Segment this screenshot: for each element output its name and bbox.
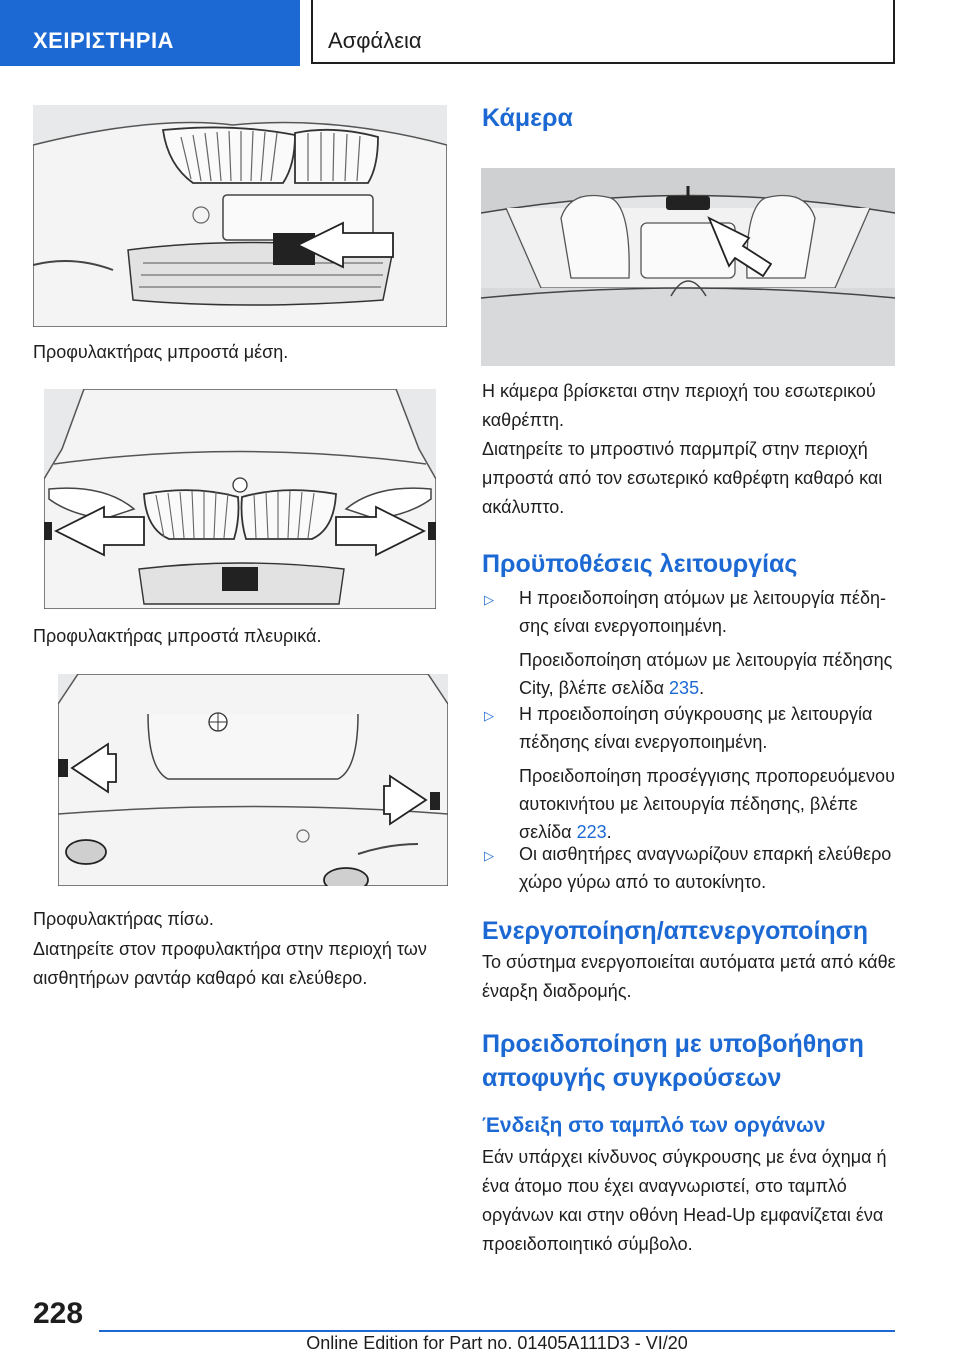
section-title: Ασφάλεια xyxy=(311,0,895,64)
camera-heading: Κάμερα xyxy=(482,104,573,132)
footer-divider xyxy=(99,1330,895,1332)
cross-reference-text: Προειδοποίηση ατόμων με λειτουργία πέδησης City, βλέπε σελίδα xyxy=(519,650,893,698)
prerequisite-item xyxy=(484,700,904,846)
collision-warning-heading-line1: Προειδοποίηση με υποβοήθηση xyxy=(482,1030,864,1058)
prerequisite-text: Οι αισθητήρες αναγνωρίζουν επαρκή ελεύθερο χώρο γύρω από το αυτοκίνητο. xyxy=(519,844,892,892)
caption-front-center: Προφυλακτήρας μπροστά μέση. xyxy=(33,342,289,362)
camera-location-text: Η κάμερα βρίσκεται στην περιοχή του εσωτερικού καθρέπτη. xyxy=(482,381,876,430)
front-bumper-center-image xyxy=(33,105,447,327)
interior-camera-image xyxy=(481,168,895,366)
camera-windshield-text: Διατηρείτε το μπροστινό παρμπρίζ στην περιοχή μπροστά από τον εσωτερικό καθρέφτη καθαρό και ακάλυπτο. xyxy=(482,439,883,517)
triangle-bullet-icon: ▷ xyxy=(484,848,494,863)
page-link-223[interactable]: 223 xyxy=(576,822,607,842)
front-bumper-side-image xyxy=(44,389,436,609)
prerequisites-heading: Προϋποθέσεις λειτουργίας xyxy=(482,550,798,578)
collision-warning-heading-line2: αποφυγής συγκρούσεων xyxy=(482,1064,782,1092)
rear-bumper-image xyxy=(58,674,448,886)
footer-edition: Online Edition for Part no. 01405A111D3 - VI/20 xyxy=(306,1333,688,1353)
instrument-cluster-heading: Ένδειξη στο ταμπλό των οργάνων xyxy=(482,1114,826,1137)
caption-front-side: Προφυλακτήρας μπροστά πλευρικά. xyxy=(33,626,322,646)
triangle-bullet-icon: ▷ xyxy=(484,592,494,607)
chapter-tab: ΧΕΙΡΙΣΤΗΡΙΑ xyxy=(0,0,300,66)
instrument-cluster-text: Εάν υπάρχει κίνδυνος σύγκρουσης με ένα όχημα ή ένα άτομο που έχει αναγνωριστεί, στο ταμπλό οργάνων και στην οθόνη Head-Up εμφανίζεται ένα προειδοποιητικό σύμβολο. xyxy=(482,1147,887,1254)
cross-reference-text: Προειδοποίηση προσέγγισης προπορευόμενου αυτοκινήτου με λειτουργία πέδησης, βλέπε σελίδα xyxy=(519,766,895,842)
page-link-235[interactable]: 235 xyxy=(669,678,700,698)
page-number: 228 xyxy=(33,1297,84,1330)
prerequisite-item xyxy=(484,584,904,702)
page-header xyxy=(0,0,960,66)
prerequisite-text: Η προειδοποίηση ατόμων με λειτουργία πέδησης είναι ενεργοποιημένη. xyxy=(519,588,886,636)
cross-reference: Προειδοποίηση προσέγγισης προπορευόμενου αυτοκινήτου με λειτουργία πέδησης, βλέπε σελίδα 223. xyxy=(519,766,895,842)
cross-reference: Προειδοποίηση ατόμων με λειτουργία πέδησης City, βλέπε σελίδα 235. xyxy=(519,650,893,698)
collision-warning-heading xyxy=(482,1027,864,1095)
activation-heading: Ενεργοποίηση/απενεργοποίηση xyxy=(482,917,869,945)
prerequisite-item xyxy=(484,840,904,896)
radar-sensor-note: Διατηρείτε στον προφυλακτήρα στην περιοχή των αισθητήρων ραντάρ καθαρό και ελεύθερο. xyxy=(33,939,427,988)
triangle-bullet-icon: ▷ xyxy=(484,708,494,723)
caption-rear: Προφυλακτήρας πίσω. xyxy=(33,909,214,929)
activation-text: Το σύστημα ενεργοποιείται αυτόματα μετά από κάθε έναρξη διαδρομής. xyxy=(482,952,896,1001)
prerequisite-text: Η προειδοποίηση σύγκρουσης με λειτουργία πέδησης είναι ενεργοποιημένη. xyxy=(519,704,873,752)
